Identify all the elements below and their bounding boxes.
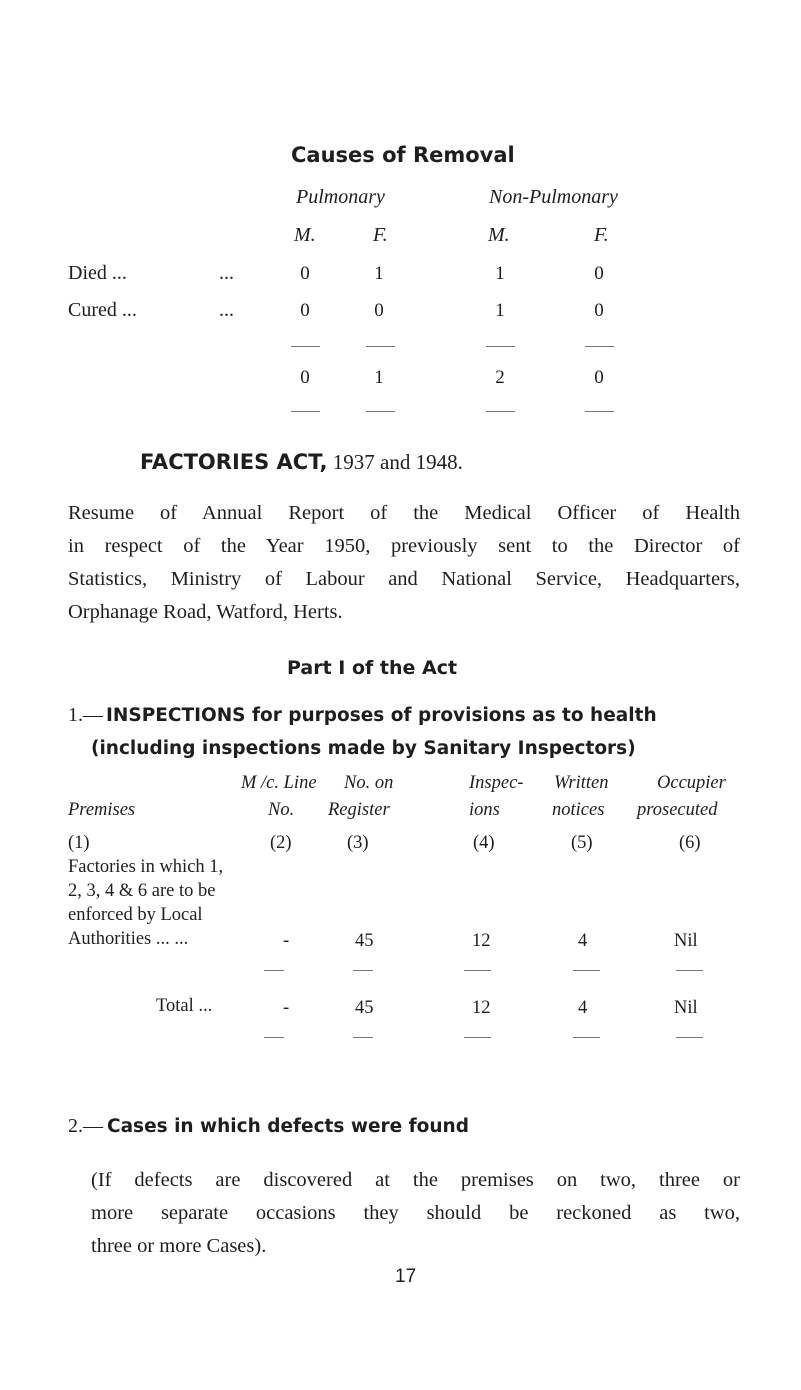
total-value: -: [283, 998, 290, 1018]
causes-of-removal-title: Causes of Removal: [291, 143, 515, 167]
col-number: (1): [68, 833, 90, 853]
section-2-title: Cases in which defects were found: [107, 1116, 469, 1137]
cell-value: 1: [495, 263, 505, 284]
cell-value: 45: [355, 931, 374, 951]
note-line: three or more Cases).: [91, 1235, 267, 1257]
cell-value: 12: [472, 931, 491, 951]
rule: [573, 1037, 600, 1038]
leader-dots: ...: [219, 299, 234, 321]
section-2-note: [91, 1164, 740, 1263]
total-value: 45: [355, 998, 374, 1018]
rule: [291, 346, 320, 347]
col-number: (6): [679, 833, 701, 853]
resume-line: Resume of Annual Report of the Medical Officer of Health: [68, 502, 740, 524]
col-number: (3): [347, 833, 369, 853]
col-number: (5): [571, 833, 593, 853]
leader-dots: ...: [219, 262, 234, 284]
rule: [264, 970, 284, 971]
rule: [573, 970, 600, 971]
col-header-occupier-prosecuted: prosecuted: [637, 800, 718, 820]
factories-act-title-bold: FACTORIES ACT,: [140, 450, 328, 474]
rule: [585, 346, 614, 347]
cell-value: Nil: [674, 931, 698, 951]
rule: [353, 970, 373, 971]
premises-text-line: Factories in which 1,: [68, 857, 224, 877]
cell-value: 4: [578, 931, 588, 951]
col-header-register: No. on: [344, 773, 394, 793]
note-line: more separate occasions they should be reckoned as two,: [91, 1202, 740, 1224]
resume-line: Orphanage Road, Watford, Herts.: [68, 601, 343, 623]
resume-paragraph: [68, 497, 740, 629]
premises-text-line: enforced by Local: [68, 905, 203, 925]
row-label-cured: Cured ...: [68, 299, 137, 321]
total-value: 2: [495, 367, 505, 388]
cell-value: 0: [300, 263, 310, 284]
rule: [291, 411, 320, 412]
total-value: Nil: [674, 998, 698, 1018]
section-1-number: 1.—: [68, 704, 103, 726]
rule: [353, 1037, 373, 1038]
rule: [366, 411, 395, 412]
col-header-written-notices: Written: [554, 773, 609, 793]
note-line: (If defects are discovered at the premises on two, three or: [91, 1169, 740, 1191]
total-value: 0: [594, 367, 604, 388]
cell-value: 1: [374, 263, 384, 284]
pulmonary-group-header: Pulmonary: [296, 186, 385, 208]
factories-act-title: [140, 450, 463, 475]
section-1-title-line1: INSPECTIONS for purposes of provisions as to health: [106, 705, 657, 726]
total-value: 1: [374, 367, 384, 388]
rule: [486, 411, 515, 412]
col-header-line-no: No.: [268, 800, 295, 820]
col-header-register: Register: [328, 800, 390, 820]
col-header-written-notices: notices: [552, 800, 605, 820]
subcol-header: M.: [294, 224, 316, 246]
col-number: (2): [270, 833, 292, 853]
cell-value: 0: [594, 300, 604, 321]
rule: [676, 1037, 703, 1038]
cell-value: -: [283, 931, 290, 951]
total-label: Total ...: [156, 996, 213, 1016]
subcol-header: F.: [373, 224, 388, 246]
cell-value: 0: [374, 300, 384, 321]
col-header-occupier-prosecuted: Occupier: [657, 773, 726, 793]
section-2-number: 2.—: [68, 1115, 103, 1137]
col-header-inspections: Inspec-: [469, 773, 524, 793]
rule: [264, 1037, 284, 1038]
premises-text-line: 2, 3, 4 & 6 are to be: [68, 881, 216, 901]
total-value: 4: [578, 998, 588, 1018]
cell-value: 0: [594, 263, 604, 284]
resume-line: Statistics, Ministry of Labour and National Service, Headquarters,: [68, 568, 740, 590]
page-number: 17: [395, 1266, 417, 1287]
rule: [486, 346, 515, 347]
rule: [676, 970, 703, 971]
subcol-header: M.: [488, 224, 510, 246]
premises-text-line: Authorities ... ...: [68, 929, 189, 949]
rule: [585, 411, 614, 412]
rule: [464, 970, 491, 971]
rule: [464, 1037, 491, 1038]
factories-act-title-years: 1937 and 1948.: [327, 450, 463, 474]
col-header-inspections: ions: [469, 800, 500, 820]
subcol-header: F.: [594, 224, 609, 246]
total-value: 12: [472, 998, 491, 1018]
resume-line: in respect of the Year 1950, previously sent to the Director of: [68, 535, 740, 557]
col-header-line-no: M /c. Line: [241, 773, 317, 793]
row-label-died: Died ...: [68, 262, 127, 284]
part-1-title: Part I of the Act: [287, 657, 458, 679]
non-pulmonary-group-header: Non-Pulmonary: [489, 186, 618, 208]
col-header-premises: Premises: [68, 800, 136, 820]
col-number: (4): [473, 833, 495, 853]
cell-value: 1: [495, 300, 505, 321]
cell-value: 0: [300, 300, 310, 321]
section-1-title-line2: (including inspections made by Sanitary Inspectors): [91, 738, 636, 759]
rule: [366, 346, 395, 347]
total-value: 0: [300, 367, 310, 388]
